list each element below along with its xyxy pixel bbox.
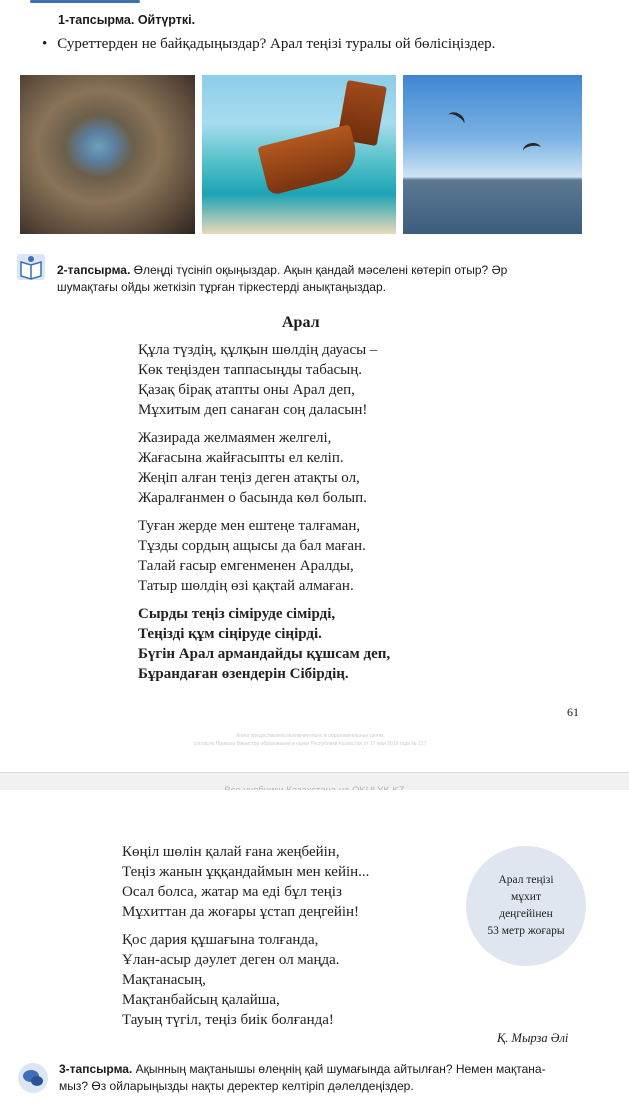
poem-line: Қос дария құшағына толғанда, [122, 932, 319, 948]
poem-line: Тауың түгіл, теңіз биік болғанда! [122, 1012, 334, 1028]
poem-line: Туған жерде мен ештеңе талғаман, [138, 518, 361, 534]
poem-line: Мақтанасың, [122, 972, 206, 988]
poem-line: Талай ғасыр емгенменен Аралды, [138, 558, 354, 574]
aral-satellite-photo [20, 75, 195, 234]
task3-text-2: мыз? Өз ойларыңызды нақты деректер келтіріп дәлелдеңіздер. [59, 1079, 414, 1093]
faint-notice-1: Книга предоставлена исключительно в образовательных целях [236, 733, 384, 739]
stanza-6 [122, 930, 369, 1030]
poem-line: Сырды теңіз сіміруде сімірді, [138, 606, 336, 622]
task1-bullet-text: Суреттерден не байқадыңыздар? Арал теңізі туралы ой бөлісіңіздер. [57, 36, 496, 52]
badge-line: Арал теңізі [498, 874, 554, 886]
task3-instruction [59, 1061, 604, 1095]
task2-text-1: Өлеңді түсініп оқыңыздар. Ақын қандай мәселені көтеріп отыр? Әр [130, 263, 508, 277]
task2-instruction [57, 262, 597, 296]
poem-line: Жаралғанмен о басында көл болып. [138, 490, 367, 506]
task1-title: 1-тапсырма. Ойтүрткі. [58, 13, 196, 27]
poem-line: Мұхиттан да жоғары ұстап деңгейін! [122, 904, 360, 920]
poem-line: Мұхитым деп санаған соң даласын! [138, 402, 368, 418]
task3-label: 3-тапсырма. [59, 1062, 133, 1076]
task2-text-2: шумақтағы ойды жеткізіп тұрған тіркестерді анықтаңыздар. [57, 280, 386, 294]
badge-line: мұхит [511, 891, 541, 903]
book-icon [17, 254, 45, 280]
rusted-ships-photo [202, 75, 396, 234]
page-number: 61 [567, 705, 579, 719]
task2-label: 2-тапсырма. [57, 263, 131, 277]
poem-line: Теңізді құм сіңіруде сіңірді. [138, 626, 322, 642]
poem-title: Арал [282, 314, 320, 331]
stanza-5 [122, 842, 369, 922]
poem-line: Жеңіп алған теңіз деген атақты ол, [138, 470, 360, 486]
stanza-2 [138, 428, 390, 508]
stanza-1 [138, 340, 390, 420]
task1-bullet [42, 36, 495, 53]
fact-badge [466, 846, 586, 966]
bullet-icon: • [42, 36, 48, 52]
poem-line: Татыр шөлдің өзі қақтай алмаған. [138, 578, 354, 594]
poem-line: Теңіз жанын ұққандаймын мен кейін... [122, 864, 370, 880]
speech-bubble-icon [17, 1063, 49, 1093]
poem-author: Қ. Мырза Әлі [497, 1031, 569, 1045]
poem-line: Тұзды сордың ащысы да бал маған. [138, 538, 366, 554]
poem-line: Мақтанбайсың қалайша, [122, 992, 280, 1008]
sea-gulls-photo [403, 75, 582, 234]
poem-line: Осал болса, жатар ма еді бұл теңіз [122, 884, 342, 900]
poem-line: Бұрандаған өзендерін Сібірдің. [138, 666, 349, 682]
poem-line: Құла түздің, құлқын шөлдің дауасы – [138, 342, 378, 358]
poem-line: Көңіл шөлін қалай ғана жеңбейін, [122, 844, 340, 860]
stanza-4 [138, 604, 390, 684]
poem-line: Жағасына жайғасыпты ел келіп. [138, 450, 344, 466]
header-accent-bar [30, 0, 140, 3]
poem-line: Жазирада желмаямен желгелі, [138, 430, 332, 446]
photo-row [20, 75, 582, 234]
poem-line: Ұлан-асыр дәулет деген ол маңда. [122, 952, 340, 968]
poem-line: Бүгін Арал армандайды құшсам деп, [138, 646, 391, 662]
stanza-3 [138, 516, 390, 596]
badge-line: 53 метр жоғары [487, 925, 565, 937]
poem-top [138, 340, 390, 692]
poem-line: Қазақ бірақ атапты оны Арал деп, [138, 382, 355, 398]
badge-line: деңгейінен [499, 908, 553, 920]
faint-notice-2: согласно Приказа Министра образования и науки Республики Казахстан от 17 мая 2019 года № 217 [193, 741, 427, 747]
task3-text-1: Ақынның мақтанышы өлеңнің қай шумағында айтылған? Немен мақтана- [132, 1062, 546, 1076]
poem-bottom [122, 842, 369, 1038]
poem-line: Көк теңізден таппасыңды табасың. [138, 362, 363, 378]
